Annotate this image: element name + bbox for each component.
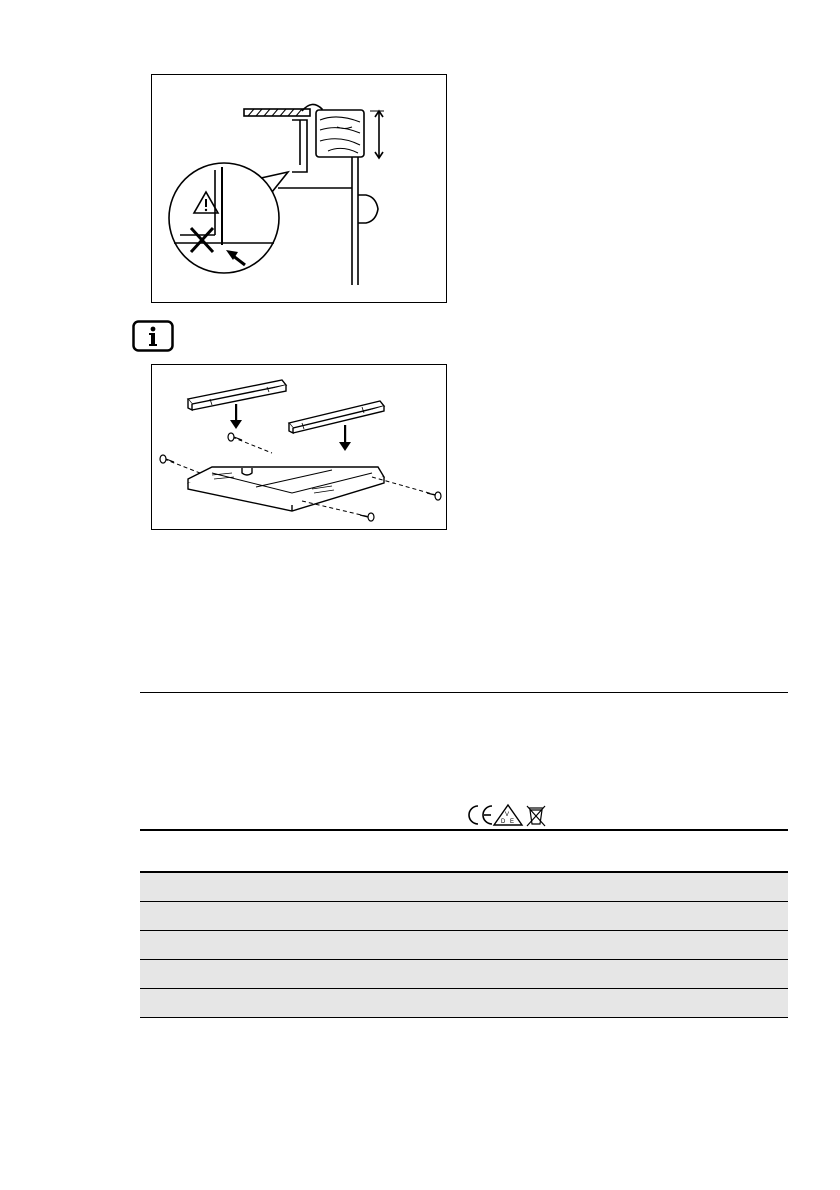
svg-text:V: V xyxy=(505,812,510,818)
table-row xyxy=(140,989,788,1018)
frame-assembly-figure xyxy=(151,364,447,530)
vde-mark-icon xyxy=(494,805,522,825)
data-table xyxy=(140,871,788,1018)
table-row xyxy=(140,902,788,931)
ce-mark-icon xyxy=(469,806,492,824)
weee-bin-icon xyxy=(527,806,545,826)
table-cell xyxy=(140,931,788,960)
section-divider xyxy=(140,692,788,693)
table-row xyxy=(140,960,788,989)
table-cell xyxy=(140,872,788,902)
info-icon xyxy=(132,320,174,352)
section-divider xyxy=(140,829,788,831)
table-row xyxy=(140,872,788,902)
svg-text:E: E xyxy=(510,819,515,825)
table-cell xyxy=(140,902,788,931)
table-cell xyxy=(140,989,788,1018)
installation-drawing xyxy=(152,75,448,304)
svg-text:D: D xyxy=(501,819,506,825)
installation-figure xyxy=(151,74,447,303)
frame-assembly-drawing xyxy=(152,365,448,531)
table-cell xyxy=(140,960,788,989)
conformity-marks xyxy=(466,803,556,827)
table-row xyxy=(140,931,788,960)
